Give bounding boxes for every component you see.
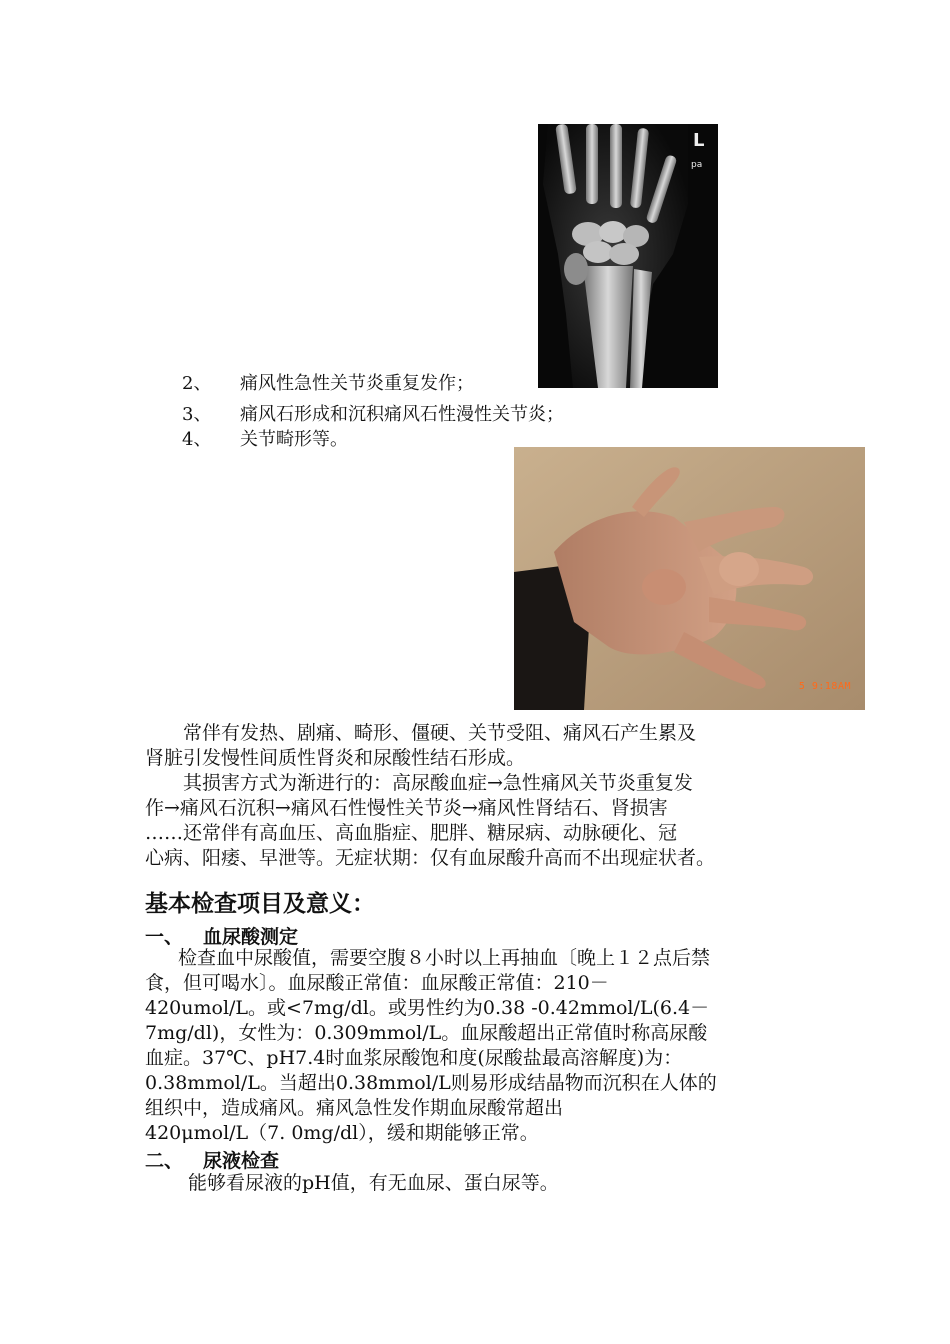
paragraph-line: 420μmol/L（7. 0mg/dl），缓和期能够正常。 xyxy=(145,1122,539,1144)
paragraph-line: 常伴有发热、剧痛、畸形、僵硬、关节受阻、痛风石产生累及 xyxy=(183,722,697,744)
section-number: 二、 xyxy=(145,1150,184,1172)
paragraph-line: 心病、阳痿、早泄等。无症状期：仅有血尿酸升高而不出现症状者。 xyxy=(145,847,716,869)
section-title: 尿液检查 xyxy=(203,1150,280,1172)
list-item-number: 4、 xyxy=(182,429,212,450)
paragraph-line: ……还常伴有高血压、高血脂症、肥胖、糖尿病、动脉硬化、冠 xyxy=(145,822,678,844)
paragraph-line: 组织中，造成痛风。痛风急性发作期血尿酸常超出 xyxy=(145,1097,564,1119)
paragraph-line: 7mg/dl)，女性为：0.309mmol/L。血尿酸超出正常值时称高尿酸 xyxy=(145,1022,708,1044)
list-item-text: 关节畸形等。 xyxy=(240,429,348,450)
paragraph-line: 食，但可喝水〕。血尿酸正常值：血尿酸正常值：210－ xyxy=(145,972,609,994)
list-item-text: 痛风性急性关节炎重复发作； xyxy=(240,373,474,394)
paragraph-line: 其损害方式为渐进行的：高尿酸血症→急性痛风关节炎重复发 xyxy=(183,772,693,794)
section-title: 血尿酸测定 xyxy=(203,926,299,948)
gout-hand-photo xyxy=(514,447,865,710)
paragraph-line: 检查血中尿酸值，需要空腹８小时以上再抽血〔晚上１２点后禁 xyxy=(178,947,711,969)
paragraph-line: 能够看尿液的pH值，有无血尿、蛋白尿等。 xyxy=(188,1172,559,1194)
list-item-number: 2、 xyxy=(182,373,212,394)
paragraph-line: 0.38mmol/L。当超出0.38mmol/L则易形成结晶物而沉积在人体的 xyxy=(145,1072,717,1094)
wrist-xray-image xyxy=(538,124,718,388)
list-item-text: 痛风石形成和沉积痛风石性漫性关节炎； xyxy=(240,404,564,425)
paragraph-line: 肾脏引发慢性间质性肾炎和尿酸性结石形成。 xyxy=(145,747,526,769)
section-heading: 基本检查项目及意义： xyxy=(145,891,375,917)
list-item-number: 3、 xyxy=(182,404,212,425)
xray-view-label: pa xyxy=(691,160,703,170)
paragraph-line: 作→痛风石沉积→痛风石性慢性关节炎→痛风性肾结石、肾损害 xyxy=(145,797,668,819)
section-number: 一、 xyxy=(145,926,184,948)
paragraph-line: 血症。37℃、pH7.4时血浆尿酸饱和度(尿酸盐最高溶解度)为： xyxy=(145,1047,683,1069)
xray-side-label: L xyxy=(693,130,705,151)
paragraph-line: 420umol/L。或<7mg/dl。或男性约为0.38 -0.42mmol/L(6.4－ xyxy=(145,997,710,1019)
hand-drawing xyxy=(514,447,865,710)
photo-timestamp: 5 9:18AM xyxy=(798,681,851,692)
